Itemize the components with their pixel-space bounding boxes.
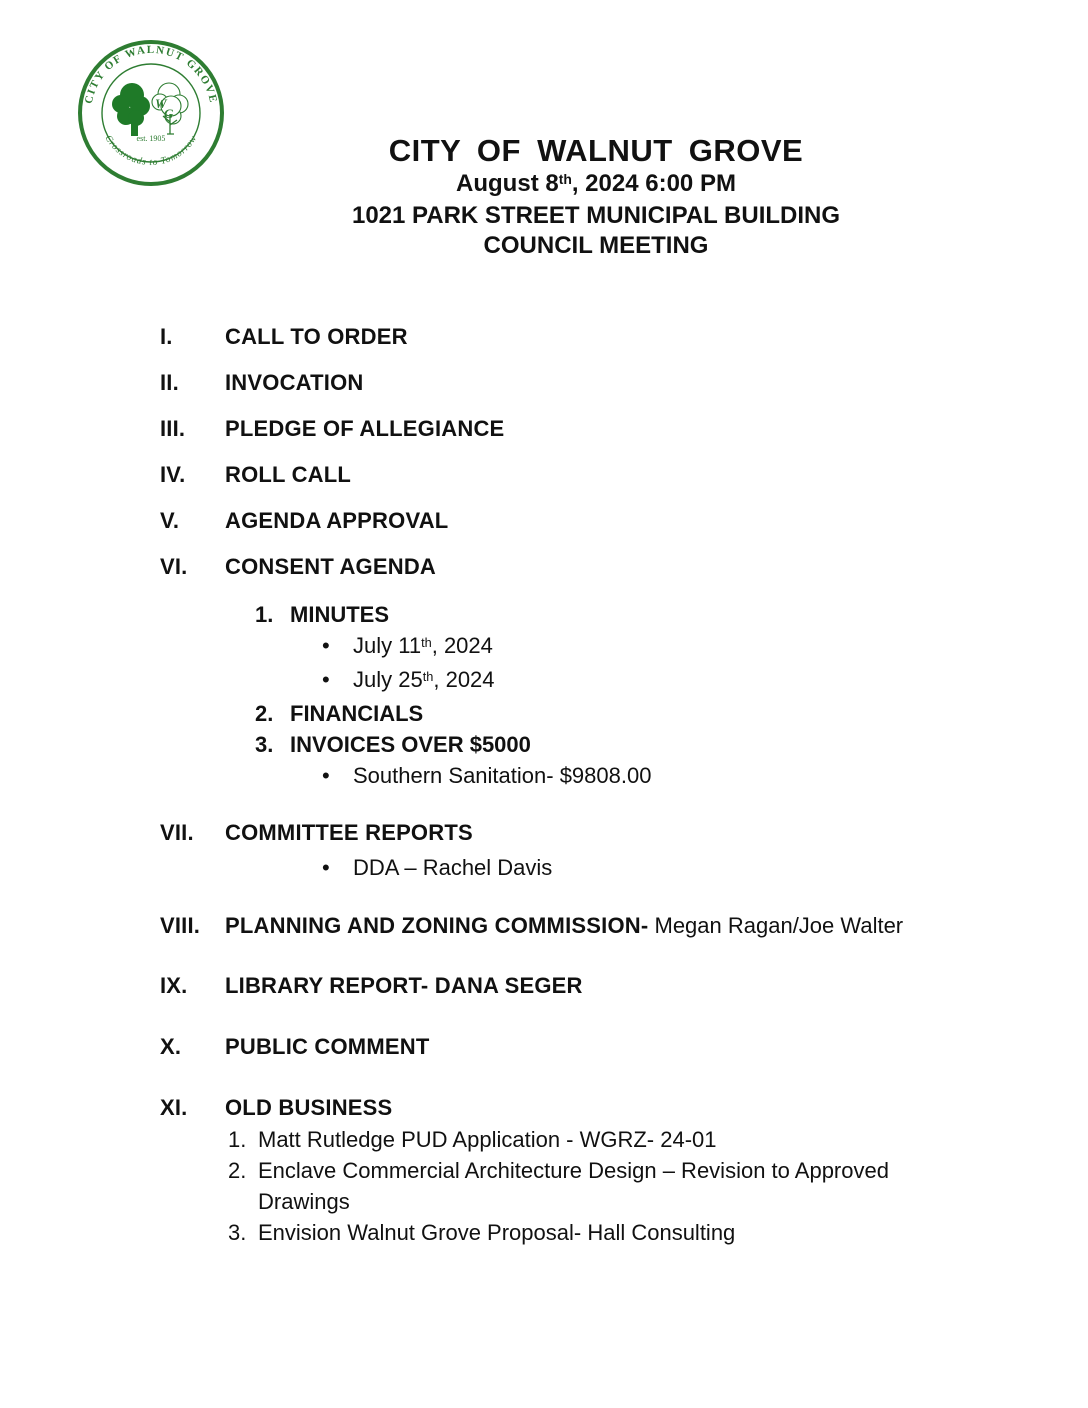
- old-business-sublist: [160, 1124, 1060, 1248]
- meeting-date: August 8: [456, 170, 559, 197]
- agenda-title: COMMITTEE REPORTS: [225, 820, 473, 845]
- bullet-text: DDA – Rachel Davis: [353, 855, 553, 880]
- agenda-numeral: VII.: [160, 820, 194, 845]
- city-seal-logo: [76, 38, 226, 188]
- old-business-item: [160, 1124, 1060, 1155]
- agenda-title: LIBRARY REPORT- DANA SEGER: [225, 973, 583, 998]
- old-business-text: Enclave Commercial Architecture Design – Revision to Approved Drawings: [258, 1158, 889, 1214]
- agenda-numeral: IX.: [160, 973, 188, 998]
- date-text: , 2024: [431, 633, 493, 658]
- bullet-text: [353, 664, 495, 698]
- date-ordinal-superscript: th: [421, 634, 432, 650]
- agenda-item-planning-zoning: [160, 912, 1060, 939]
- agenda-numeral: III.: [160, 416, 186, 441]
- bullet-text: [353, 630, 493, 664]
- consent-item-label: FINANCIALS: [290, 701, 424, 726]
- list-number: 3.: [255, 732, 274, 757]
- agenda-numeral: II.: [160, 370, 179, 395]
- agenda-numeral: IV.: [160, 462, 186, 487]
- minutes-date-bullet: [322, 664, 1060, 698]
- agenda-item-roll-call: [160, 461, 1060, 488]
- agenda-title-presenters: Megan Ragan/Joe Walter: [648, 913, 904, 938]
- old-business-item: [160, 1217, 1060, 1248]
- list-number: 2.: [255, 701, 274, 726]
- consent-item-label: INVOICES OVER $5000: [290, 732, 531, 757]
- seal-est-text: est. 1905: [136, 134, 166, 143]
- consent-item-label: MINUTES: [290, 602, 389, 627]
- agenda-numeral: V.: [160, 508, 180, 533]
- committee-report-bullet: [322, 852, 1060, 883]
- agenda-numeral: VI.: [160, 554, 188, 579]
- old-business-text: Envision Walnut Grove Proposal- Hall Consulting: [258, 1220, 736, 1245]
- filled-tree-icon: [112, 83, 150, 136]
- agenda-title: CONSENT AGENDA: [225, 554, 436, 579]
- agenda-item-agenda-approval: [160, 507, 1060, 534]
- agenda-title: AGENDA APPROVAL: [225, 508, 449, 533]
- consent-agenda-sublist: [255, 599, 1060, 791]
- seal-monogram-g: G: [164, 106, 174, 121]
- date-text: July 25: [353, 667, 423, 692]
- list-number: 3.: [228, 1220, 247, 1245]
- meeting-address: 1021 PARK STREET MUNICIPAL BUILDING: [351, 202, 841, 229]
- agenda-item-committee-reports: [160, 819, 1060, 846]
- old-business-text: Matt Rutledge PUD Application - WGRZ- 24-01: [258, 1127, 717, 1152]
- date-ordinal-superscript: th: [422, 668, 434, 684]
- agenda-numeral: I.: [160, 324, 173, 349]
- bullet-icon: [322, 664, 353, 698]
- agenda-numeral: X.: [160, 1034, 182, 1059]
- agenda-item-public-comment: [160, 1033, 1060, 1060]
- agenda-title: PUBLIC COMMENT: [225, 1034, 430, 1059]
- agenda-item-consent-agenda: [160, 553, 1060, 580]
- agenda-title: PLEDGE OF ALLEGIANCE: [225, 416, 505, 441]
- minutes-date-bullet: [322, 630, 1060, 664]
- agenda-title: INVOCATION: [225, 370, 364, 395]
- agenda-title: ROLL CALL: [225, 462, 352, 487]
- meeting-time: , 2024 6:00 PM: [571, 170, 736, 197]
- seal-bottom-text: Crossroads to Tomorrow: [102, 133, 200, 168]
- consent-item-invoices: [255, 729, 1060, 760]
- meeting-type: COUNCIL MEETING: [483, 232, 709, 259]
- seal-top-text: CITY OF WALNUT GROVE: [82, 44, 220, 105]
- old-business-item: [160, 1155, 1060, 1217]
- date-text: , 2024: [433, 667, 495, 692]
- agenda-item-invocation: [160, 369, 1060, 396]
- bullet-icon: [322, 760, 353, 791]
- agenda-title: CALL TO ORDER: [225, 324, 408, 349]
- agenda-item-call-to-order: [160, 323, 1060, 350]
- list-number: 1.: [228, 1127, 247, 1152]
- agenda-item-pledge: [160, 415, 1060, 442]
- agenda-item-library-report: [160, 972, 1060, 999]
- list-number: 1.: [255, 602, 274, 627]
- consent-item-minutes: [255, 599, 1060, 630]
- agenda-title: [225, 912, 903, 939]
- bullet-icon: [322, 630, 353, 664]
- agenda-numeral: XI.: [160, 1095, 188, 1120]
- bullet-text: Southern Sanitation- $9808.00: [353, 763, 652, 788]
- agenda-title-bold: PLANNING AND ZONING COMMISSION-: [225, 913, 649, 938]
- invoice-bullet: [322, 760, 1060, 791]
- consent-item-financials: [255, 698, 1060, 729]
- meeting-datetime: [170, 169, 1022, 201]
- bullet-icon: [322, 852, 353, 883]
- seal-monogram-w: W: [155, 96, 167, 111]
- list-number: 2.: [228, 1158, 247, 1183]
- date-text: July 11: [353, 633, 422, 658]
- agenda-title: OLD BUSINESS: [225, 1095, 393, 1120]
- agenda-item-old-business: [160, 1094, 1060, 1121]
- page-title: CITY OF WALNUT GROVE: [388, 133, 804, 168]
- agenda-outline: [0, 323, 1088, 1248]
- agenda-numeral: VIII.: [160, 913, 201, 938]
- document-header: [170, 0, 1022, 261]
- date-ordinal-superscript: th: [558, 171, 572, 188]
